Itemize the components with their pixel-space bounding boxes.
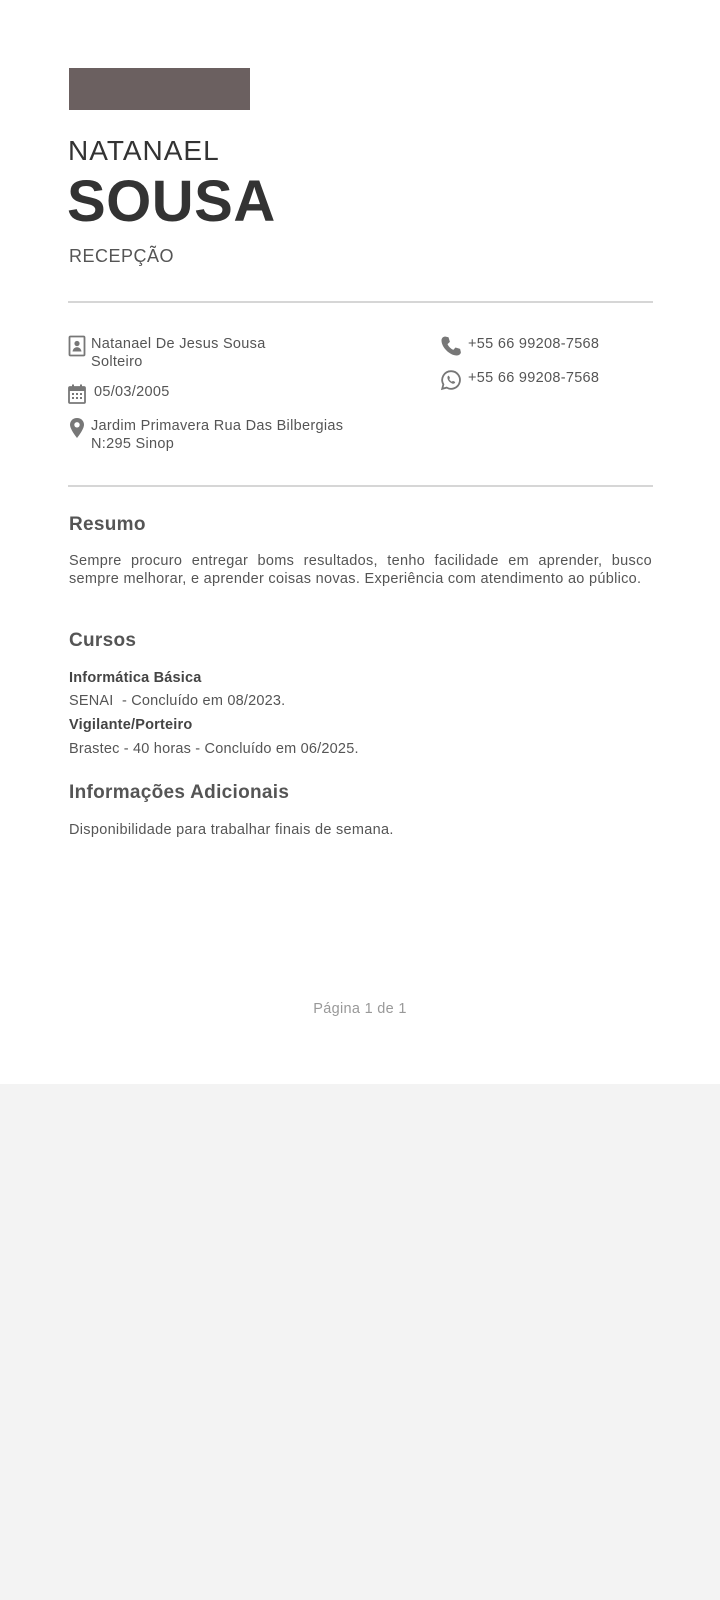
location-pin-icon	[68, 417, 86, 439]
last-name: SOUSA	[67, 169, 276, 234]
header-accent-bar	[69, 68, 250, 110]
info-whatsapp	[440, 369, 599, 391]
address-line-2: N:295 Sinop	[91, 436, 175, 452]
course-detail: Brastec - 40 horas - Concluído em 06/2025.	[69, 741, 359, 757]
address-line-1: Jardim Primavera Rua Das Bilbergias	[91, 418, 344, 434]
info-birth-date	[68, 383, 170, 405]
marital-status: Solteiro	[91, 354, 143, 370]
divider-bottom	[68, 485, 653, 487]
additional-info-text: Disponibilidade para trabalhar finais de semana.	[69, 822, 394, 838]
birth-date: 05/03/2005	[94, 384, 170, 400]
calendar-icon	[68, 383, 86, 405]
full-name: Natanael De Jesus Sousa	[91, 336, 266, 352]
phone-icon	[440, 335, 462, 357]
summary-text: Sempre procuro entregar boms resultados, tenho facilidade em aprender, busco sempre melhorar, e aprender coisas novas. Experiência com atendimento ao público.	[69, 553, 652, 587]
course-detail: SENAI - Concluído em 08/2023.	[69, 693, 286, 709]
course-name: Informática Básica	[69, 670, 202, 686]
page-number: Página 1 de 1	[313, 1001, 407, 1017]
info-phone	[440, 335, 599, 357]
job-title: RECEPÇÃO	[69, 246, 175, 266]
first-name: NATANAEL	[68, 135, 220, 166]
summary-title: Resumo	[69, 514, 146, 535]
course-name: Vigilante/Porteiro	[69, 717, 193, 733]
id-card-icon	[68, 335, 86, 357]
whatsapp-icon	[440, 369, 462, 391]
info-full-name	[68, 335, 266, 371]
info-address	[68, 417, 343, 453]
additional-info-title: Informações Adicionais	[69, 782, 290, 803]
courses-title: Cursos	[69, 630, 137, 651]
whatsapp-number[interactable]: +55 66 99208-7568	[468, 370, 600, 386]
divider-top	[68, 301, 653, 303]
phone-number[interactable]: +55 66 99208-7568	[468, 336, 600, 352]
